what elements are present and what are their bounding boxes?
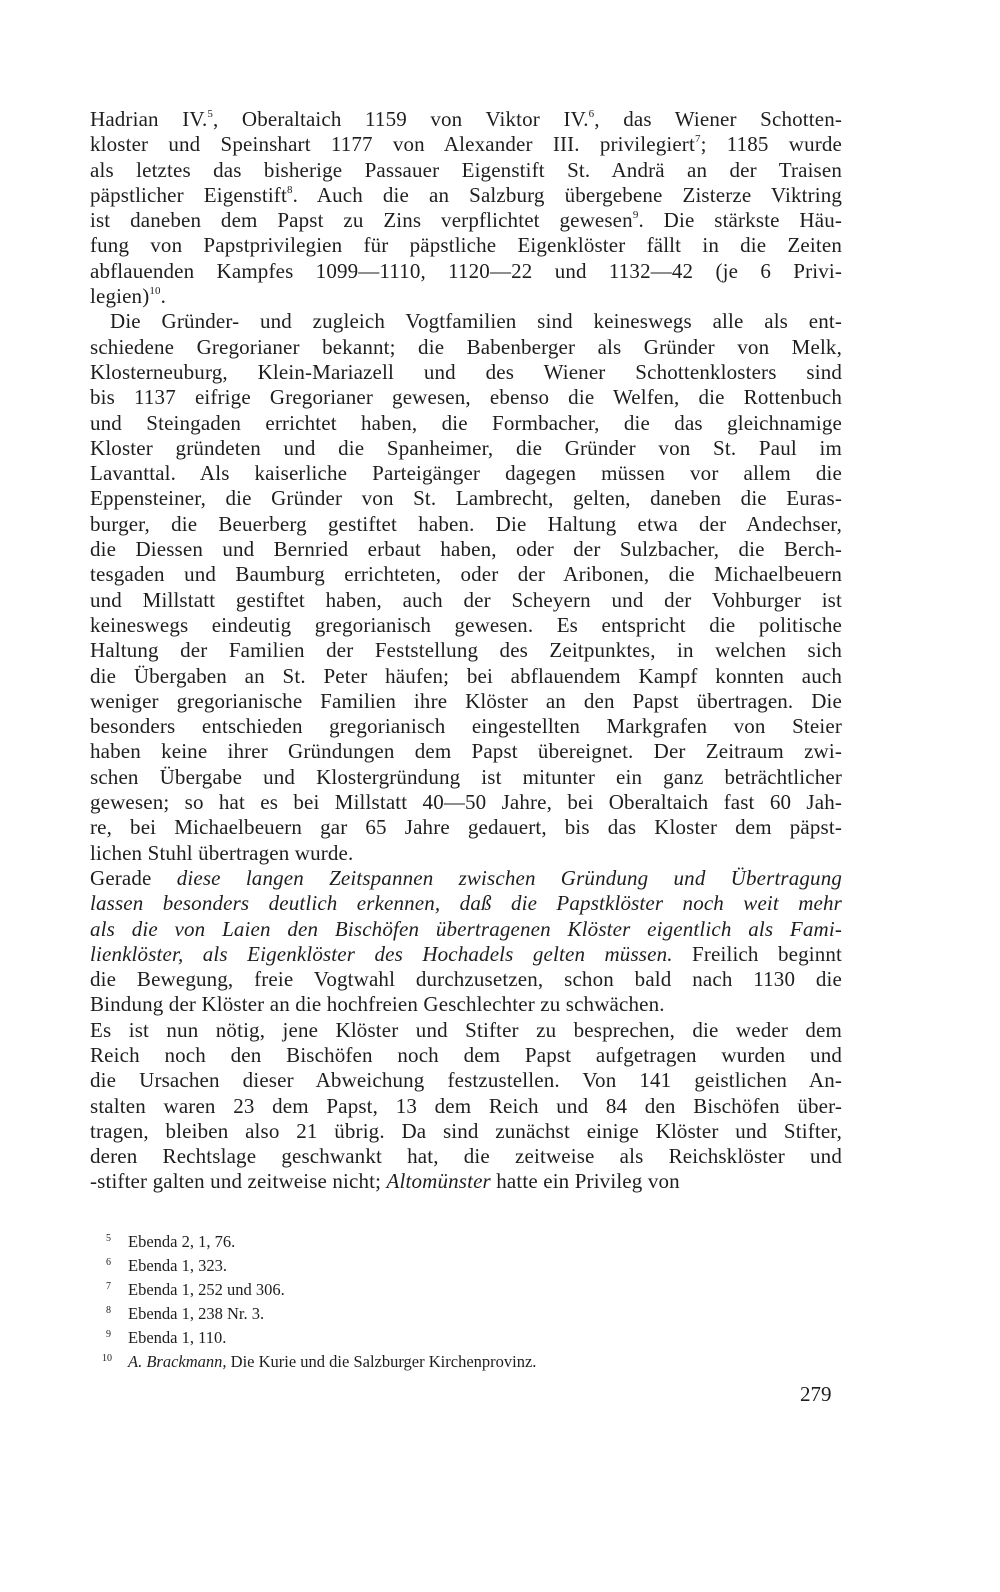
text-line [90,1094,842,1119]
text-line [90,638,842,663]
footnote [106,1252,806,1276]
line-text: -stifter galten und zeitweise nicht; [90,1169,387,1194]
footnotes [102,1228,806,1372]
footnote [106,1228,806,1252]
line-text: Kloster gründeten und die Spanheimer, die Gründer von St. Paul im [90,435,842,460]
footnote-ref: 7 [694,133,701,146]
text-line [90,992,842,1017]
footnote-text: Ebenda 1, 110. [128,1328,227,1347]
footnote-number: 8 [106,1305,111,1316]
footnote-text: Ebenda 2, 1, 76. [128,1232,236,1251]
italic-text: lassen besonders deutlich erkennen, daß die Papstklöster noch weit mehr [90,891,842,916]
text-line [90,866,842,891]
line-text: burger, die Beuerberg gestiftet haben. Die Haltung etwa der Andechser, [90,511,842,536]
line-text: ist daneben dem Papst zu Zins verpflichtet gewesen [90,208,633,233]
text-line [90,107,842,132]
line-text: weniger gregorianische Familien ihre Klöster an den Papst übertragen. Die [90,688,842,713]
footnote-ref: 5 [207,108,214,120]
text-line [90,486,842,511]
line-text: Gerade [90,865,177,890]
line-text: , das Wiener Schotten- [594,107,842,131]
footnote [102,1348,806,1372]
text-line [90,1169,842,1194]
text-line [90,613,842,638]
text-line [90,1119,842,1144]
line-text: lichen Stuhl übertragen wurde. [90,840,354,865]
footnote-ref: 6 [588,108,595,120]
footnote-ref: 8 [286,183,293,196]
text-line [90,714,842,739]
text-line [90,385,842,410]
italic-text: lienklöster, als Eigenklöster des Hochadels gelten müssen. [90,941,673,966]
line-text: die Übergaben an St. Peter häufen; bei abflauendem Kampf konnten auch [90,663,842,688]
line-text: und Steingaden errichtet haben, die Formbacher, die das gleichnamige [90,410,842,435]
line-text: Lavanttal. Als kaiserliche Parteigänger dagegen müssen vor allem die [90,461,842,486]
line-text: tragen, bleiben also 21 übrig. Da sind zunächst einige Klöster und Stifter, [90,1118,842,1143]
line-text: legien) [90,284,150,309]
text-line [90,841,842,866]
line-text: Haltung der Familien der Feststellung des Zeitpunktes, in welchen sich [90,638,842,663]
text-line [90,815,842,840]
text-line [90,512,842,537]
line-text: Es ist nun nötig, jene Klöster und Stifter zu besprechen, die weder dem [90,1017,842,1042]
footnote [106,1300,806,1324]
footnote [106,1276,806,1300]
line-text: schiedene Gregorianer bekannt; die Babenberger als Gründer von Melk, [90,334,842,359]
text-line [90,588,842,613]
line-text: abflauenden Kampfes 1099—1110, 1120—22 und 1132—42 (je 6 Privi- [90,258,842,283]
page-number: 279 [800,1382,832,1406]
line-text: stalten waren 23 dem Papst, 13 dem Reich und 84 den Bischöfen über- [90,1093,842,1118]
text-line [90,360,842,385]
italic-text: als die von Laien den Bischöfen übertragenen Klöster eigentlich als Fami- [90,916,842,941]
line-text: . Die stärkste Häu- [638,208,842,233]
text-line [90,942,842,967]
line-text: re, bei Michaelbeuern gar 65 Jahre gedauert, bis das Kloster dem päpst- [90,815,842,840]
text-line [90,1043,842,1068]
text-line [90,309,842,334]
line-text: , Oberaltaich 1159 von Viktor IV. [213,107,589,131]
text-line [90,284,842,309]
line-text: keineswegs eindeutig gregorianisch gewesen. Es entspricht die politische [90,612,842,637]
footnote-number: 6 [106,1257,111,1268]
line-text: kloster und Speinshart 1177 von Alexander III. privilegiert [90,132,695,157]
text-line [90,335,842,360]
line-text: die Bewegung, freie Vogtwahl durchzusetzen, schon bald nach 1130 die [90,967,842,992]
footnote [106,1324,806,1348]
line-text: als letztes das bisherige Passauer Eigenstift St. Andrä an der Traisen [90,157,842,182]
italic-text: diese langen Zeitspannen zwischen Gründung und Übertragung [176,865,842,890]
text-line [90,411,842,436]
line-text: Die Gründer- und zugleich Vogtfamilien sind keineswegs alle als ent- [110,309,842,334]
footnote-ref: 9 [632,209,639,222]
text-line [90,967,842,992]
line-text: und Millstatt gestiftet haben, auch der Scheyern und der Vohburger ist [90,587,842,612]
footnote-text: Die Kurie und die Salzburger Kirchenprovinz. [226,1352,537,1371]
line-text: tesgaden und Baumburg errichteten, oder der Aribonen, die Michaelbeuern [90,562,842,587]
text-line [90,664,842,689]
line-text: gewesen; so hat es bei Millstatt 40—50 Jahre, bei Oberaltaich fast 60 Jah- [90,790,842,815]
line-text: Eppensteiner, die Gründer von St. Lambrecht, gelten, daneben die Euras- [90,486,842,511]
text-line [90,537,842,562]
footnote-ref: 10 [149,285,161,298]
line-text: . Auch die an Salzburg übergebene Zisterze Viktring [292,182,843,207]
line-text: ; 1185 wurde [700,132,842,157]
text-line [90,1068,842,1093]
footnote-author: A. Brackmann, [128,1352,227,1371]
text-line [90,917,842,942]
footnote-number: 9 [106,1329,111,1340]
line-text: deren Rechtslage geschwankt hat, die zeitweise als Reichsklöster und [90,1144,842,1169]
line-text: Reich noch den Bischöfen noch dem Papst aufgetragen wurden und [90,1042,842,1067]
text-line [90,891,842,916]
line-text: besonders entschieden gregorianisch eingestellten Markgrafen von Steier [90,714,842,739]
text-line [90,1018,842,1043]
footnote-text: Ebenda 1, 323. [128,1256,227,1275]
footnote-text: Ebenda 1, 238 Nr. 3. [128,1304,265,1323]
footnote-number: 5 [106,1233,111,1244]
footnote-number: 10 [102,1353,112,1364]
text-line [90,259,842,284]
line-text: Freilich beginnt [672,941,842,966]
text-line [90,436,842,461]
line-text: päpstlicher Eigenstift [90,182,287,207]
text-line [90,461,842,486]
body-text [90,107,842,1195]
text-line [90,158,842,183]
footnote-text: Ebenda 1, 252 und 306. [128,1280,285,1299]
italic-text: Altomünster [386,1169,491,1194]
text-line [90,765,842,790]
text-line [90,562,842,587]
text-line [90,739,842,764]
text-line [90,1144,842,1169]
line-text: Bindung der Klöster an die hochfreien Geschlechter zu schwächen. [90,992,665,1017]
line-text: schen Übergabe und Klostergründung ist mitunter ein ganz beträchtlicher [90,764,842,789]
line-text: bis 1137 eifrige Gregorianer gewesen, ebenso die Welfen, die Rottenbuch [90,385,842,410]
text-line [90,233,842,258]
footnote-number: 7 [106,1281,111,1292]
line-text: Klosterneuburg, Klein-Mariazell und des Wiener Schottenklosters sind [90,359,842,384]
text-line [90,208,842,233]
line-text: haben keine ihrer Gründungen dem Papst übereignet. Der Zeitraum zwi- [90,739,842,764]
line-text: fung von Papstprivilegien für päpstliche Eigenklöster fällt in die Zeiten [90,233,842,258]
line-text: Hadrian IV. [90,107,208,131]
text-line [90,790,842,815]
text-line [90,132,842,157]
text-line [90,689,842,714]
line-text: die Diessen und Bernried erbaut haben, oder der Sulzbacher, die Berch- [90,537,842,562]
line-text: die Ursachen dieser Abweichung festzustellen. Von 141 geistlichen An- [90,1068,842,1093]
text-line [90,183,842,208]
line-text: . [160,284,167,309]
line-text: hatte ein Privileg von [490,1169,680,1194]
